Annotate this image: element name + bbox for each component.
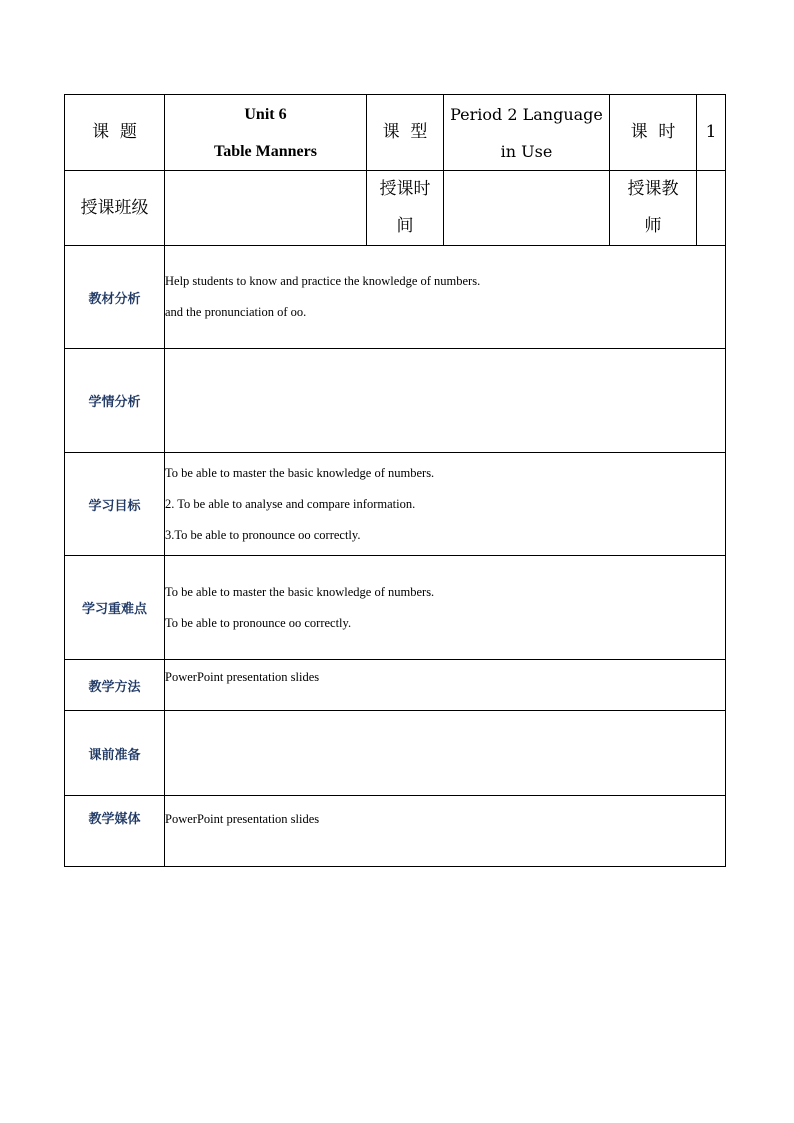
row-label: 学习重难点 bbox=[81, 602, 147, 617]
row-content-cell[interactable] bbox=[165, 796, 726, 867]
content-line: PowerPoint presentation slides bbox=[165, 812, 320, 826]
period-cell bbox=[444, 95, 610, 171]
row-content-cell[interactable] bbox=[165, 349, 726, 453]
row-learning-objectives bbox=[65, 453, 726, 556]
hours-label-cell bbox=[610, 95, 697, 171]
row-material-analysis bbox=[65, 246, 726, 349]
topic-label-cell bbox=[65, 95, 165, 171]
content-line: 3.To be able to pronounce oo correctly. bbox=[165, 527, 361, 542]
row-content-cell[interactable] bbox=[165, 246, 726, 349]
row-teaching-method bbox=[65, 660, 726, 711]
row-label-cell bbox=[65, 349, 165, 453]
teacher-label-cell bbox=[610, 171, 697, 246]
row-label-cell bbox=[65, 796, 165, 867]
row-label: 学情分析 bbox=[88, 395, 141, 410]
header-row bbox=[65, 95, 726, 171]
row-content-cell[interactable] bbox=[165, 660, 726, 711]
period-title: Period 2 Language bbox=[450, 104, 603, 124]
type-label-cell bbox=[367, 95, 444, 171]
content-line: Help students to know and practice the knowledge of numbers. bbox=[165, 274, 481, 288]
hours-value: 1 bbox=[705, 122, 717, 142]
row-key-difficulties bbox=[65, 556, 726, 660]
lesson-plan-table bbox=[64, 94, 726, 867]
hours-label: 课 时 bbox=[630, 122, 676, 142]
row-preparation bbox=[65, 711, 726, 796]
content-line: PowerPoint presentation slides bbox=[165, 670, 320, 684]
teacher-label-line2: 师 bbox=[644, 216, 662, 236]
period-subtitle: in Use bbox=[500, 141, 553, 161]
row-label-cell bbox=[65, 453, 165, 556]
row-label-cell bbox=[65, 556, 165, 660]
row-label-cell bbox=[65, 660, 165, 711]
row-label: 教学方法 bbox=[88, 679, 141, 695]
teacher-value-cell[interactable] bbox=[697, 171, 726, 246]
row-label-cell bbox=[65, 246, 165, 349]
teacher-label-line1: 授课教 bbox=[627, 179, 679, 199]
class-label: 授课班级 bbox=[80, 197, 149, 218]
topic-label: 课 题 bbox=[92, 122, 137, 142]
content-line: To be able to pronounce oo correctly. bbox=[165, 615, 352, 630]
row-label: 教学媒体 bbox=[88, 812, 141, 827]
row-label: 教材分析 bbox=[88, 291, 141, 307]
row-label: 学习目标 bbox=[88, 498, 141, 514]
class-value-cell[interactable] bbox=[165, 171, 367, 246]
meta-row bbox=[65, 171, 726, 246]
content-line: To be able to master the basic knowledge of numbers. bbox=[165, 584, 435, 599]
unit-title: Table Manners bbox=[214, 142, 317, 160]
row-content-cell[interactable] bbox=[165, 711, 726, 796]
time-label-cell bbox=[367, 171, 444, 246]
row-label: 课前准备 bbox=[88, 747, 141, 763]
content-line: and the pronunciation of oo. bbox=[165, 305, 307, 319]
content-line: To be able to master the basic knowledge of numbers. bbox=[165, 465, 435, 480]
row-teaching-media bbox=[65, 796, 726, 867]
hours-value-cell bbox=[697, 95, 726, 171]
class-label-cell bbox=[65, 171, 165, 246]
type-label: 课 型 bbox=[382, 122, 428, 142]
row-content-cell[interactable] bbox=[165, 453, 726, 556]
unit-number: Unit 6 bbox=[244, 105, 287, 123]
time-label-line2: 间 bbox=[396, 216, 414, 236]
unit-title-cell bbox=[165, 95, 367, 171]
time-label-line1: 授课时 bbox=[379, 179, 431, 199]
content-line: 2. To be able to analyse and compare information. bbox=[165, 496, 416, 511]
row-label-cell bbox=[65, 711, 165, 796]
row-student-analysis bbox=[65, 349, 726, 453]
time-value-cell[interactable] bbox=[444, 171, 610, 246]
row-content-cell[interactable] bbox=[165, 556, 726, 660]
